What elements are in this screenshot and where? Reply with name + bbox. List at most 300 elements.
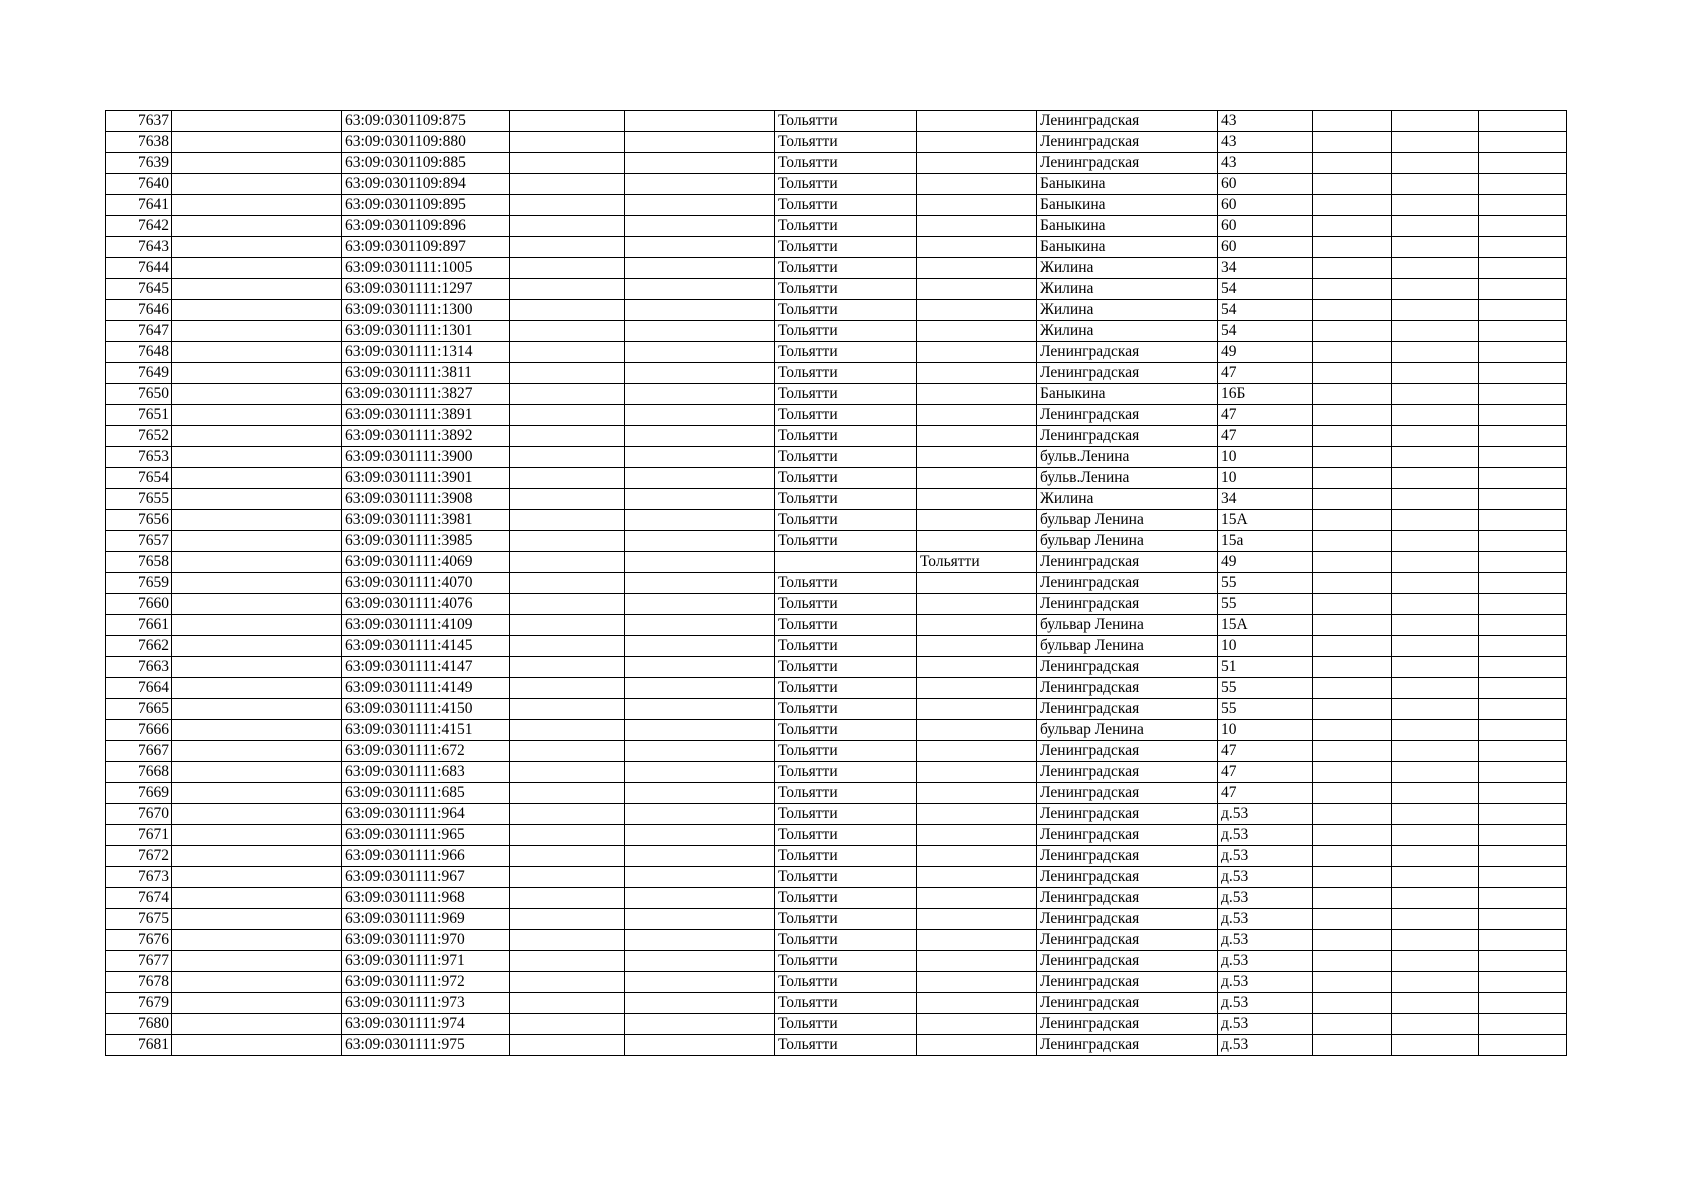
table-row [106,153,1567,174]
empty-cell [172,111,342,132]
empty-cell [625,426,775,447]
street-cell: Ленинградская [1037,972,1218,993]
table-row [106,426,1567,447]
cadastral-number-cell: 63:09:0301109:896 [342,216,510,237]
empty-cell [1479,762,1567,783]
city-cell: Тольятти [775,804,917,825]
empty-cell [625,321,775,342]
empty-cell [1392,1035,1479,1056]
empty-cell [1392,1014,1479,1035]
empty-cell [172,741,342,762]
empty-cell [172,510,342,531]
empty-cell [510,825,625,846]
street-cell: Ленинградская [1037,153,1218,174]
settlement-cell [917,594,1037,615]
table-row [106,615,1567,636]
empty-cell [625,636,775,657]
settlement-cell [917,531,1037,552]
empty-cell [1479,237,1567,258]
empty-cell [1479,972,1567,993]
empty-cell [510,300,625,321]
empty-cell [172,594,342,615]
settlement-cell [917,153,1037,174]
empty-cell [625,342,775,363]
cadastral-number-cell: 63:09:0301111:3901 [342,468,510,489]
empty-cell [510,195,625,216]
empty-cell [1392,258,1479,279]
empty-cell [1313,279,1392,300]
empty-cell [625,237,775,258]
empty-cell [510,615,625,636]
settlement-cell [917,1035,1037,1056]
empty-cell [625,132,775,153]
empty-cell [510,636,625,657]
empty-cell [1313,216,1392,237]
empty-cell [510,573,625,594]
city-cell: Тольятти [775,342,917,363]
empty-cell [625,678,775,699]
table-row [106,216,1567,237]
row-number-cell: 7658 [106,552,172,573]
city-cell: Тольятти [775,615,917,636]
settlement-cell [917,342,1037,363]
empty-cell [1313,237,1392,258]
city-cell [775,552,917,573]
empty-cell [1479,174,1567,195]
house-cell: 55 [1218,573,1313,594]
empty-cell [1392,867,1479,888]
empty-cell [625,111,775,132]
house-cell: 34 [1218,489,1313,510]
empty-cell [1479,468,1567,489]
empty-cell [510,930,625,951]
city-cell: Тольятти [775,867,917,888]
empty-cell [1313,804,1392,825]
settlement-cell [917,657,1037,678]
city-cell: Тольятти [775,363,917,384]
empty-cell [625,741,775,762]
empty-cell [1392,216,1479,237]
settlement-cell [917,237,1037,258]
row-number-cell: 7676 [106,930,172,951]
street-cell: Ленинградская [1037,699,1218,720]
empty-cell [172,699,342,720]
empty-cell [1479,594,1567,615]
settlement-cell [917,279,1037,300]
row-number-cell: 7670 [106,804,172,825]
empty-cell [510,1035,625,1056]
city-cell: Тольятти [775,111,917,132]
city-cell: Тольятти [775,678,917,699]
street-cell: Ленинградская [1037,363,1218,384]
empty-cell [510,888,625,909]
city-cell: Тольятти [775,1014,917,1035]
empty-cell [1313,636,1392,657]
empty-cell [1313,825,1392,846]
table-row [106,909,1567,930]
empty-cell [1479,111,1567,132]
table-row [106,300,1567,321]
empty-cell [510,405,625,426]
empty-cell [172,342,342,363]
empty-cell [1479,510,1567,531]
city-cell: Тольятти [775,699,917,720]
cadastral-number-cell: 63:09:0301111:3891 [342,405,510,426]
empty-cell [1479,300,1567,321]
house-cell: 16Б [1218,384,1313,405]
cadastral-number-cell: 63:09:0301111:4109 [342,615,510,636]
table-row [106,489,1567,510]
empty-cell [1313,195,1392,216]
table-row [106,720,1567,741]
empty-cell [172,720,342,741]
house-cell: 54 [1218,279,1313,300]
house-cell: 51 [1218,657,1313,678]
row-number-cell: 7639 [106,153,172,174]
city-cell: Тольятти [775,132,917,153]
house-cell: д.53 [1218,804,1313,825]
cadastral-number-cell: 63:09:0301111:3811 [342,363,510,384]
empty-cell [172,951,342,972]
house-cell: 10 [1218,468,1313,489]
row-number-cell: 7643 [106,237,172,258]
street-cell: бульвар Ленина [1037,720,1218,741]
empty-cell [510,258,625,279]
street-cell: бульв.Ленина [1037,447,1218,468]
empty-cell [625,867,775,888]
row-number-cell: 7646 [106,300,172,321]
empty-cell [625,405,775,426]
empty-cell [172,237,342,258]
city-cell: Тольятти [775,237,917,258]
empty-cell [1313,342,1392,363]
house-cell: 60 [1218,174,1313,195]
data-table [105,110,1567,1056]
table-row [106,321,1567,342]
empty-cell [510,951,625,972]
empty-cell [172,573,342,594]
empty-cell [625,1014,775,1035]
settlement-cell [917,909,1037,930]
settlement-cell [917,132,1037,153]
city-cell: Тольятти [775,594,917,615]
empty-cell [625,657,775,678]
street-cell: Ленинградская [1037,846,1218,867]
cadastral-number-cell: 63:09:0301109:885 [342,153,510,174]
row-number-cell: 7637 [106,111,172,132]
row-number-cell: 7654 [106,468,172,489]
empty-cell [1313,888,1392,909]
empty-cell [510,279,625,300]
city-cell: Тольятти [775,258,917,279]
street-cell: Ленинградская [1037,804,1218,825]
empty-cell [1392,426,1479,447]
empty-cell [1479,930,1567,951]
row-number-cell: 7677 [106,951,172,972]
settlement-cell [917,825,1037,846]
empty-cell [510,384,625,405]
empty-cell [1313,153,1392,174]
empty-cell [1392,132,1479,153]
empty-cell [1479,153,1567,174]
empty-cell [625,531,775,552]
empty-cell [625,846,775,867]
house-cell: 49 [1218,342,1313,363]
empty-cell [1313,321,1392,342]
empty-cell [510,699,625,720]
empty-cell [1313,510,1392,531]
empty-cell [1479,342,1567,363]
empty-cell [625,300,775,321]
empty-cell [510,972,625,993]
table-row [106,1014,1567,1035]
empty-cell [625,573,775,594]
empty-cell [1392,615,1479,636]
settlement-cell [917,363,1037,384]
empty-cell [1479,783,1567,804]
empty-cell [1392,195,1479,216]
street-cell: Баныкина [1037,237,1218,258]
table-row [106,930,1567,951]
table-row [106,594,1567,615]
row-number-cell: 7645 [106,279,172,300]
settlement-cell [917,111,1037,132]
empty-cell [510,741,625,762]
empty-cell [625,195,775,216]
street-cell: Ленинградская [1037,573,1218,594]
empty-cell [1479,132,1567,153]
empty-cell [1313,972,1392,993]
settlement-cell [917,468,1037,489]
empty-cell [1479,552,1567,573]
empty-cell [172,132,342,153]
cadastral-number-cell: 63:09:0301111:3985 [342,531,510,552]
cadastral-number-cell: 63:09:0301111:1301 [342,321,510,342]
city-cell: Тольятти [775,825,917,846]
empty-cell [1479,636,1567,657]
empty-cell [1479,447,1567,468]
empty-cell [1392,531,1479,552]
settlement-cell [917,1014,1037,1035]
empty-cell [1479,426,1567,447]
empty-cell [1392,909,1479,930]
empty-cell [172,300,342,321]
street-cell: Ленинградская [1037,762,1218,783]
table-row [106,636,1567,657]
empty-cell [172,972,342,993]
empty-cell [1392,111,1479,132]
settlement-cell [917,930,1037,951]
row-number-cell: 7642 [106,216,172,237]
street-cell: Ленинградская [1037,678,1218,699]
empty-cell [1313,720,1392,741]
settlement-cell [917,720,1037,741]
settlement-cell [917,426,1037,447]
empty-cell [1313,468,1392,489]
empty-cell [172,174,342,195]
cadastral-number-cell: 63:09:0301111:4069 [342,552,510,573]
empty-cell [625,489,775,510]
city-cell: Тольятти [775,195,917,216]
empty-cell [1313,951,1392,972]
empty-cell [1392,804,1479,825]
settlement-cell [917,951,1037,972]
house-cell: 60 [1218,216,1313,237]
city-cell: Тольятти [775,888,917,909]
empty-cell [172,636,342,657]
settlement-cell [917,762,1037,783]
settlement-cell [917,321,1037,342]
empty-cell [1313,678,1392,699]
row-number-cell: 7664 [106,678,172,699]
empty-cell [1313,111,1392,132]
settlement-cell [917,783,1037,804]
empty-cell [1313,573,1392,594]
empty-cell [172,615,342,636]
table-row [106,783,1567,804]
cadastral-number-cell: 63:09:0301111:3900 [342,447,510,468]
row-number-cell: 7657 [106,531,172,552]
city-cell: Тольятти [775,657,917,678]
house-cell: 43 [1218,153,1313,174]
street-cell: Жилина [1037,321,1218,342]
street-cell: Жилина [1037,489,1218,510]
city-cell: Тольятти [775,279,917,300]
empty-cell [625,153,775,174]
cadastral-number-cell: 63:09:0301111:1314 [342,342,510,363]
cadastral-number-cell: 63:09:0301111:974 [342,1014,510,1035]
house-cell: 10 [1218,720,1313,741]
table-row [106,237,1567,258]
empty-cell [1479,846,1567,867]
empty-cell [1313,867,1392,888]
empty-cell [510,174,625,195]
house-cell: 55 [1218,594,1313,615]
cadastral-number-cell: 63:09:0301111:672 [342,741,510,762]
empty-cell [1313,657,1392,678]
empty-cell [1313,531,1392,552]
empty-cell [1313,489,1392,510]
empty-cell [1313,762,1392,783]
empty-cell [1392,405,1479,426]
table-row [106,258,1567,279]
settlement-cell [917,573,1037,594]
empty-cell [172,552,342,573]
empty-cell [1392,972,1479,993]
cadastral-number-cell: 63:09:0301111:4147 [342,657,510,678]
house-cell: 60 [1218,195,1313,216]
empty-cell [510,846,625,867]
empty-cell [1479,1014,1567,1035]
house-cell: 47 [1218,783,1313,804]
cadastral-number-cell: 63:09:0301111:4076 [342,594,510,615]
empty-cell [172,216,342,237]
row-number-cell: 7663 [106,657,172,678]
empty-cell [1392,888,1479,909]
empty-cell [1313,699,1392,720]
empty-cell [1479,678,1567,699]
cadastral-number-cell: 63:09:0301111:967 [342,867,510,888]
empty-cell [1313,552,1392,573]
empty-cell [1392,384,1479,405]
empty-cell [1313,846,1392,867]
cadastral-number-cell: 63:09:0301109:880 [342,132,510,153]
cadastral-number-cell: 63:09:0301109:897 [342,237,510,258]
street-cell: Ленинградская [1037,741,1218,762]
settlement-cell [917,867,1037,888]
empty-cell [1479,867,1567,888]
cadastral-number-cell: 63:09:0301111:968 [342,888,510,909]
cadastral-number-cell: 63:09:0301111:1005 [342,258,510,279]
empty-cell [1392,720,1479,741]
table-row [106,1035,1567,1056]
settlement-cell [917,195,1037,216]
empty-cell [1313,363,1392,384]
row-number-cell: 7650 [106,384,172,405]
empty-cell [1313,426,1392,447]
empty-cell [1392,699,1479,720]
settlement-cell [917,216,1037,237]
row-number-cell: 7659 [106,573,172,594]
empty-cell [1313,258,1392,279]
table-row [106,888,1567,909]
row-number-cell: 7668 [106,762,172,783]
empty-cell [1479,720,1567,741]
empty-cell [1313,447,1392,468]
cadastral-number-cell: 63:09:0301111:3892 [342,426,510,447]
empty-cell [1392,447,1479,468]
empty-cell [1313,384,1392,405]
empty-cell [1479,405,1567,426]
table-row [106,741,1567,762]
city-cell: Тольятти [775,972,917,993]
table-row [106,342,1567,363]
street-cell: бульвар Ленина [1037,510,1218,531]
empty-cell [1392,279,1479,300]
empty-cell [172,993,342,1014]
empty-cell [625,615,775,636]
empty-cell [625,216,775,237]
empty-cell [1313,300,1392,321]
settlement-cell [917,741,1037,762]
city-cell: Тольятти [775,720,917,741]
house-cell: 47 [1218,426,1313,447]
empty-cell [1392,174,1479,195]
row-number-cell: 7656 [106,510,172,531]
empty-cell [625,174,775,195]
empty-cell [172,195,342,216]
street-cell: бульвар Ленина [1037,615,1218,636]
empty-cell [1479,825,1567,846]
row-number-cell: 7661 [106,615,172,636]
empty-cell [510,237,625,258]
settlement-cell [917,258,1037,279]
row-number-cell: 7680 [106,1014,172,1035]
street-cell: Ленинградская [1037,888,1218,909]
street-cell: Ленинградская [1037,867,1218,888]
empty-cell [1392,636,1479,657]
street-cell: Ленинградская [1037,111,1218,132]
city-cell: Тольятти [775,216,917,237]
cadastral-number-cell: 63:09:0301111:683 [342,762,510,783]
table-row [106,573,1567,594]
empty-cell [1479,363,1567,384]
empty-cell [172,321,342,342]
empty-cell [510,1014,625,1035]
empty-cell [1479,951,1567,972]
cadastral-number-cell: 63:09:0301111:1297 [342,279,510,300]
empty-cell [172,888,342,909]
